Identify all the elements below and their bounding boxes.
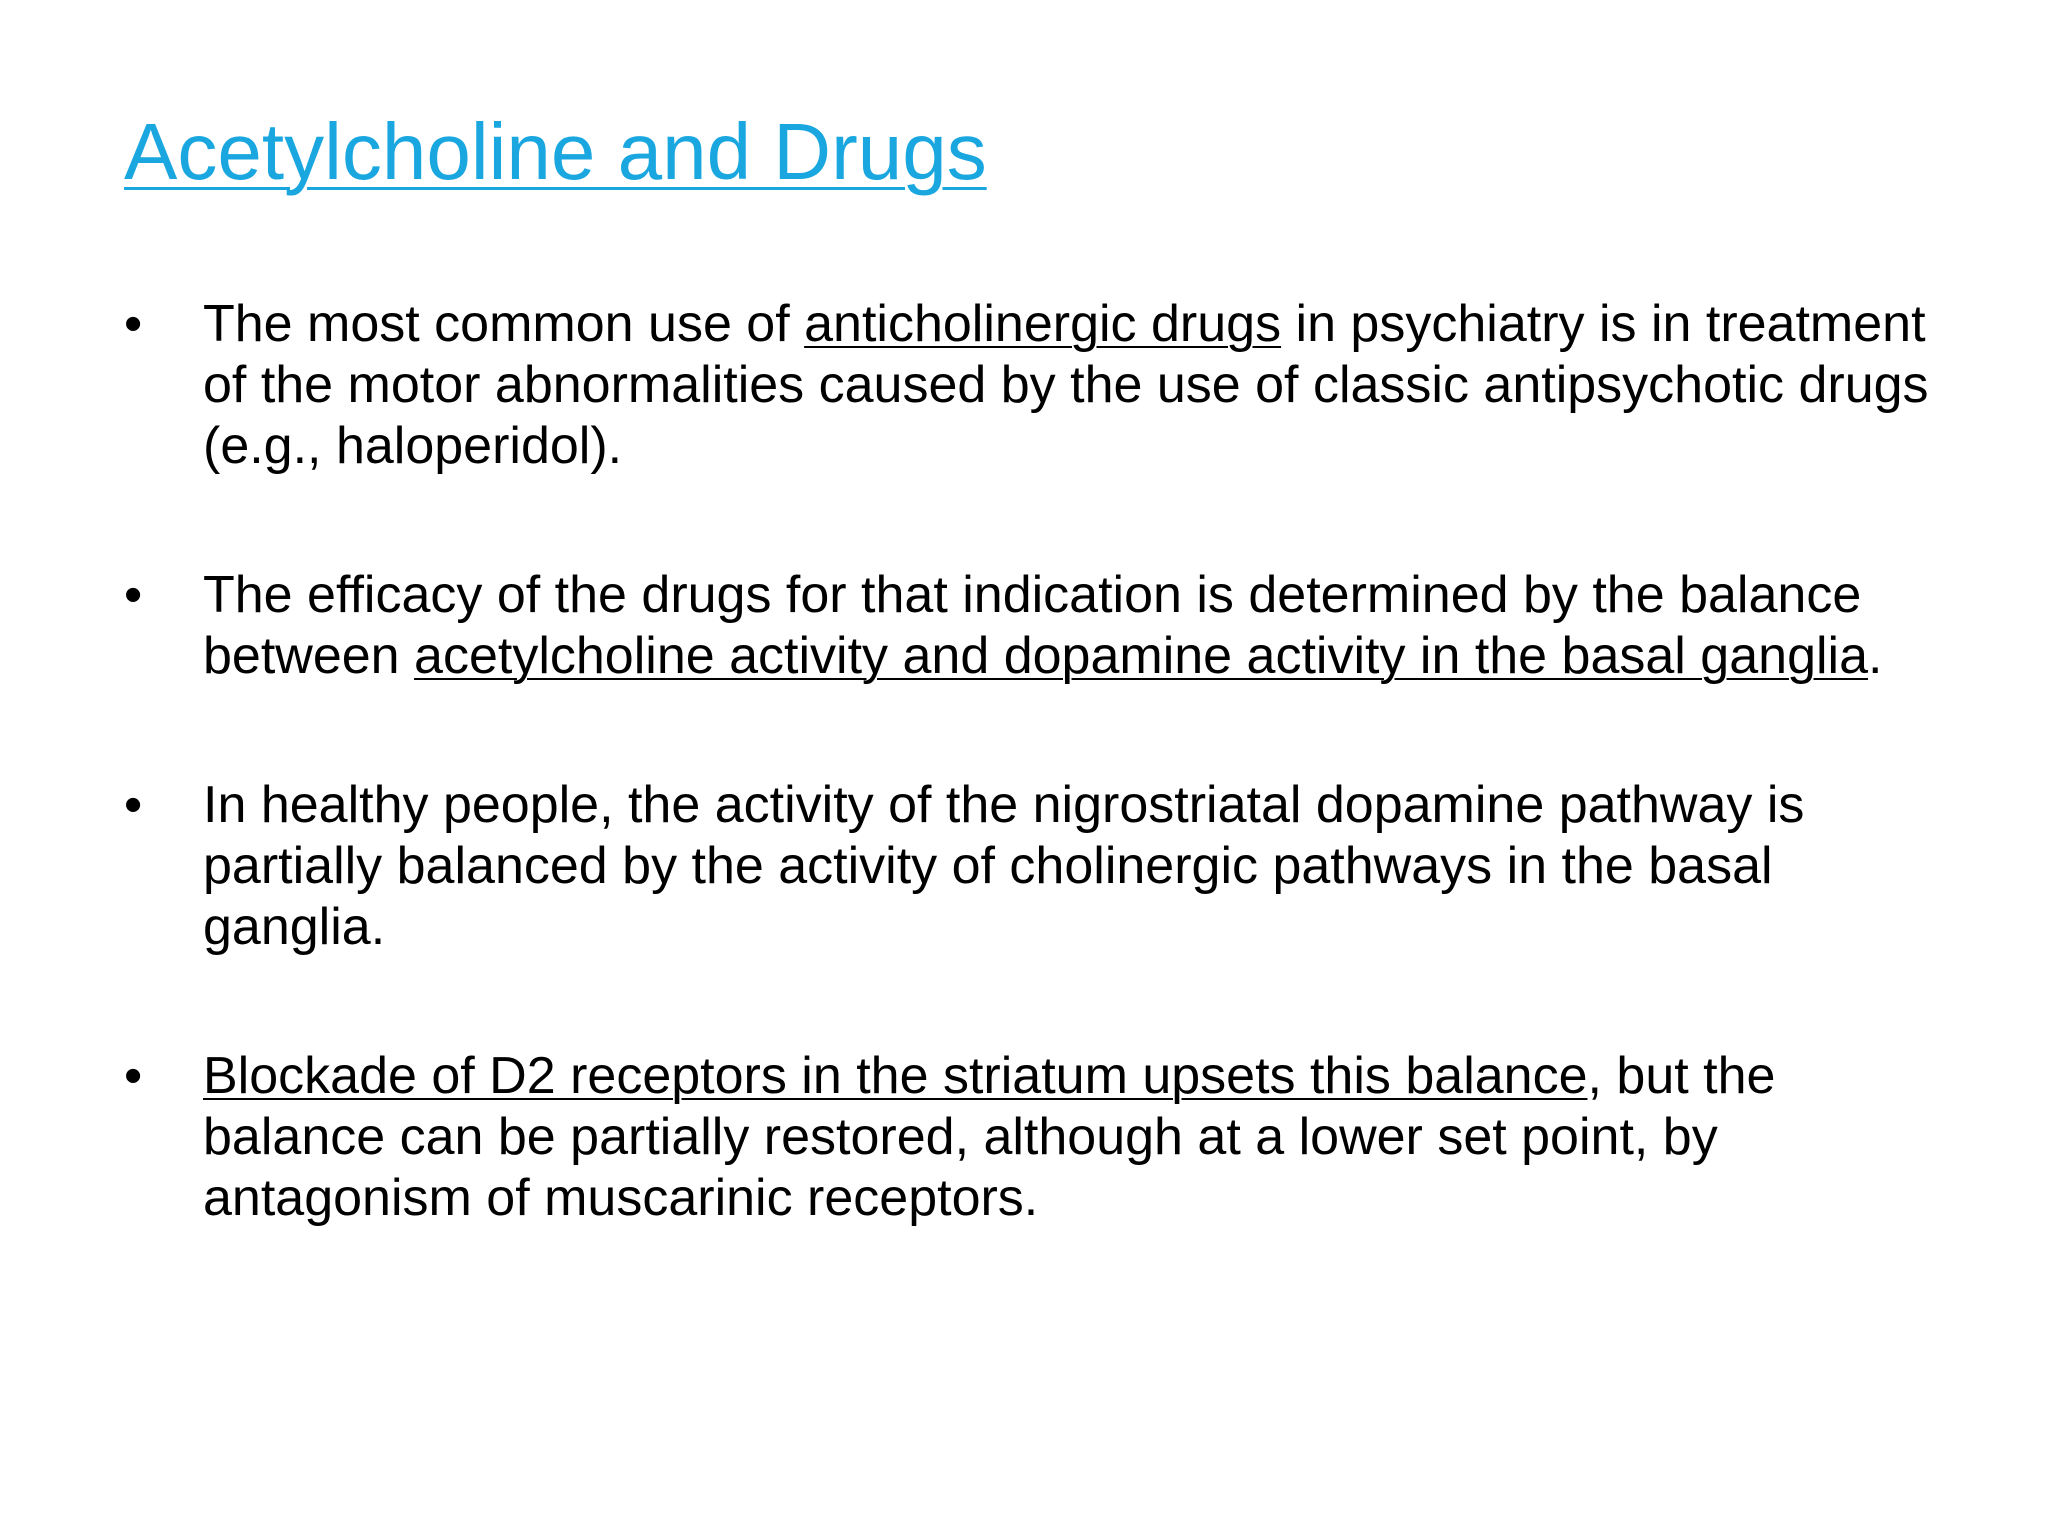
- bullet-2-underlined-text: acetylcholine activity and dopamine activity in the basal ganglia: [414, 627, 1869, 685]
- slide-title: Acetylcholine and Drugs: [124, 107, 987, 196]
- bullet-1-text-start: The most common use of: [203, 295, 805, 353]
- bullet-2-text-start: The efficacy of the drugs for that indication is determined by the balance between: [203, 566, 1862, 685]
- bullet-4-text-end: , but the balance can be partially restored, although at a lower set point, by antagonism of muscarinic receptors.: [203, 1047, 1776, 1227]
- bullet-item-2: [124, 565, 1964, 687]
- bullet-item-4: [124, 1046, 1964, 1229]
- bullet-1-underlined-text: anticholinergic drugs: [804, 295, 1282, 353]
- bullet-dot-icon: •: [124, 566, 143, 624]
- bullet-1-text-end: in psychiatry is in treatment of the motor abnormalities caused by the use of classic antipsychotic drugs (e.g., haloperidol).: [203, 295, 1929, 475]
- bullet-item-3: [124, 775, 1964, 958]
- bullet-dot-icon: •: [124, 776, 143, 834]
- bullet-list: [124, 294, 1964, 1317]
- bullet-dot-icon: •: [124, 1047, 143, 1105]
- bullet-dot-icon: •: [124, 295, 143, 353]
- bullet-4-underlined-text: Blockade of D2 receptors in the striatum upsets this balance: [203, 1047, 1588, 1105]
- bullet-item-1: [124, 294, 1964, 477]
- bullet-3-text: In healthy people, the activity of the nigrostriatal dopamine pathway is partially balanced by the activity of cholinergic pathways in the basal ganglia.: [203, 776, 1805, 956]
- bullet-2-text-end: .: [1868, 627, 1883, 685]
